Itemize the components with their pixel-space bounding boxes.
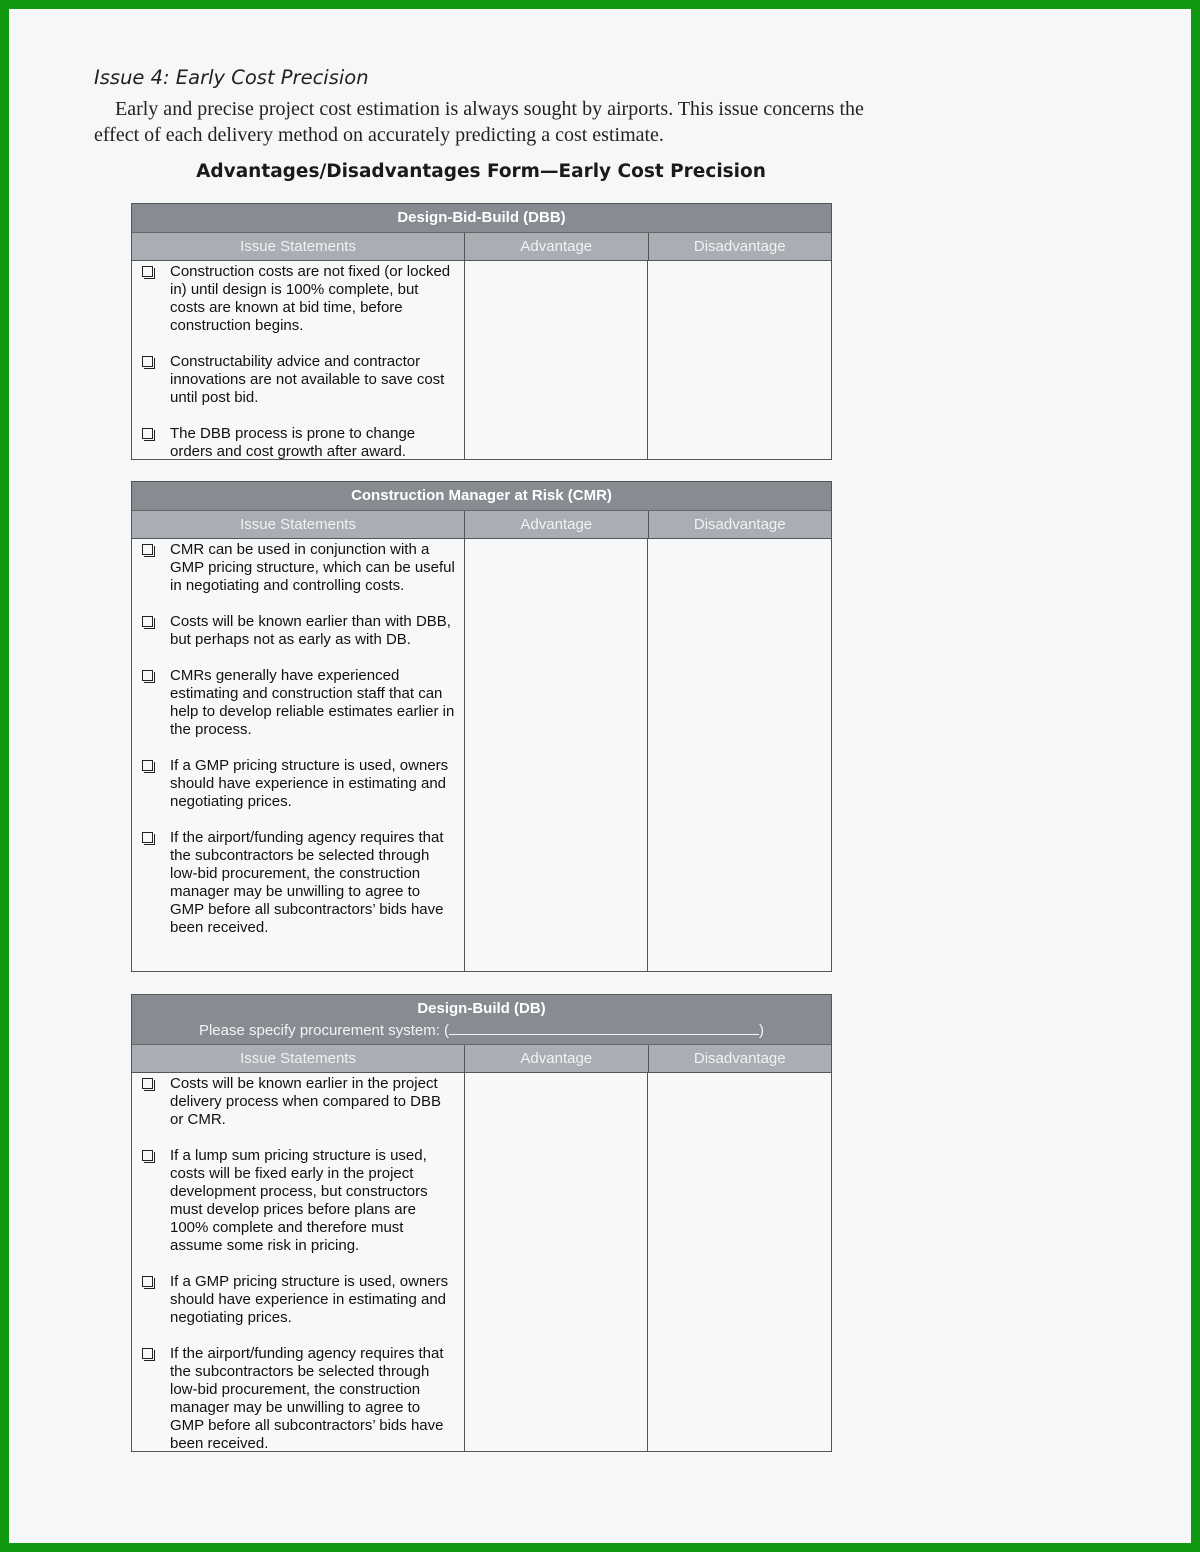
procurement-system-blank[interactable] xyxy=(449,1021,759,1035)
checkbox-icon[interactable] xyxy=(142,1348,153,1359)
advantage-cell[interactable] xyxy=(465,539,649,971)
advantage-cell[interactable] xyxy=(465,261,649,459)
table-body xyxy=(132,1073,831,1451)
issue-statements-cell xyxy=(132,539,465,971)
disadvantage-cell[interactable] xyxy=(648,539,831,971)
issue-title: Issue 4: Early Cost Precision xyxy=(94,66,369,89)
prompt-text: Please specify procurement system: ( xyxy=(198,1022,450,1039)
statement-text: Costs will be known earlier than with DBB, but perhaps not as early as with DB. xyxy=(170,613,451,648)
column-header-row xyxy=(132,1045,831,1073)
column-header-disadvantage: Disadvantage xyxy=(693,1050,786,1067)
statement-text: CMR can be used in conjunction with a GMP pricing structure, which can be useful in negotiating and controlling costs. xyxy=(170,541,455,594)
issue-statements-cell xyxy=(132,1073,465,1451)
checkbox-icon[interactable] xyxy=(142,356,153,367)
list-item xyxy=(140,353,458,407)
statement-text: If a GMP pricing structure is used, owners should have experience in estimating and negotiating prices. xyxy=(170,1273,449,1326)
table-body xyxy=(132,261,831,459)
checkbox-icon[interactable] xyxy=(142,428,153,439)
column-header-advantage: Advantage xyxy=(465,233,648,260)
checkbox-icon[interactable] xyxy=(142,266,153,277)
table-body xyxy=(132,539,831,971)
table-title: Construction Manager at Risk (CMR) xyxy=(132,482,831,511)
advantage-cell[interactable] xyxy=(465,1073,649,1451)
form-title: Advantages/Disadvantages Form—Early Cost Precision xyxy=(196,161,766,182)
statement-text: Construction costs are not fixed (or locked in) until design is 100% complete, but costs are known at bid time, before construction begins. xyxy=(170,263,451,334)
list-item xyxy=(140,1147,458,1255)
statement-text: Costs will be known earlier in the project delivery process when compared to DBB or CMR. xyxy=(170,1075,441,1128)
column-header-issue: Issue Statements xyxy=(132,511,465,538)
list-item xyxy=(140,1075,458,1129)
table-dbb xyxy=(131,203,832,460)
table-db xyxy=(131,994,832,1452)
column-header-row xyxy=(132,233,831,261)
checkbox-icon[interactable] xyxy=(142,616,153,627)
checkbox-icon[interactable] xyxy=(142,1150,153,1161)
statement-text: The DBB process is prone to change orders and cost growth after award. xyxy=(170,425,416,460)
list-item xyxy=(140,667,458,739)
column-header-disadvantage: Disadvantage xyxy=(693,516,786,533)
column-header-advantage: Advantage xyxy=(465,1045,648,1072)
table-cmr xyxy=(131,481,832,972)
statement-text: If a lump sum pricing structure is used, costs will be fixed early in the project development process, but constructors must develop prices before plans are 100% complete and therefore must assume some risk in pricing. xyxy=(170,1147,428,1254)
statement-text: CMRs generally have experienced estimating and construction staff that can help to develop reliable estimates earlier in the process. xyxy=(170,667,455,738)
checkbox-icon[interactable] xyxy=(142,1276,153,1287)
list-item xyxy=(140,757,458,811)
issue-statements-cell xyxy=(132,261,465,459)
disadvantage-cell[interactable] xyxy=(648,261,831,459)
list-item xyxy=(140,425,458,461)
list-item xyxy=(140,829,458,937)
checkbox-icon[interactable] xyxy=(142,832,153,843)
checkbox-icon[interactable] xyxy=(142,544,153,555)
list-item xyxy=(140,613,458,649)
table-title: Design-Bid-Build (DBB) xyxy=(132,204,831,233)
column-header-advantage: Advantage xyxy=(465,511,648,538)
column-header-disadvantage: Disadvantage xyxy=(693,238,786,255)
column-header-row xyxy=(132,511,831,539)
checkbox-icon[interactable] xyxy=(142,670,153,681)
column-header-issue: Issue Statements xyxy=(132,1045,465,1072)
list-item xyxy=(140,1345,458,1453)
column-header-issue: Issue Statements xyxy=(132,233,465,260)
statement-text: Constructability advice and contractor innovations are not available to save cost until post bid. xyxy=(170,353,445,406)
intro-paragraph: Early and precise project cost estimation is always sought by airports. This issue concerns the effect of each delivery method on accurately predicting a cost estimate. xyxy=(94,98,864,146)
statement-text: If the airport/funding agency requires that the subcontractors be selected through low-bid procurement, the construction manager may be unwilling to agree to GMP before all subcontractors’ bids have been received. xyxy=(170,1345,444,1452)
checkbox-icon[interactable] xyxy=(142,1078,153,1089)
table-title: Design-Build (DB) xyxy=(417,1000,546,1017)
list-item xyxy=(140,541,458,595)
statement-text: If a GMP pricing structure is used, owners should have experience in estimating and negotiating prices. xyxy=(170,757,449,810)
checkbox-icon[interactable] xyxy=(142,760,153,771)
procurement-system-prompt xyxy=(132,1020,831,1042)
prompt-close: ) xyxy=(759,1022,765,1039)
list-item xyxy=(140,263,458,335)
list-item xyxy=(140,1273,458,1327)
disadvantage-cell[interactable] xyxy=(648,1073,831,1451)
document-page xyxy=(9,9,1191,1543)
table-title-block xyxy=(132,995,831,1045)
statement-text: If the airport/funding agency requires that the subcontractors be selected through low-bid procurement, the construction manager may be unwilling to agree to GMP before all subcontractors’ bids have been received. xyxy=(170,829,444,936)
